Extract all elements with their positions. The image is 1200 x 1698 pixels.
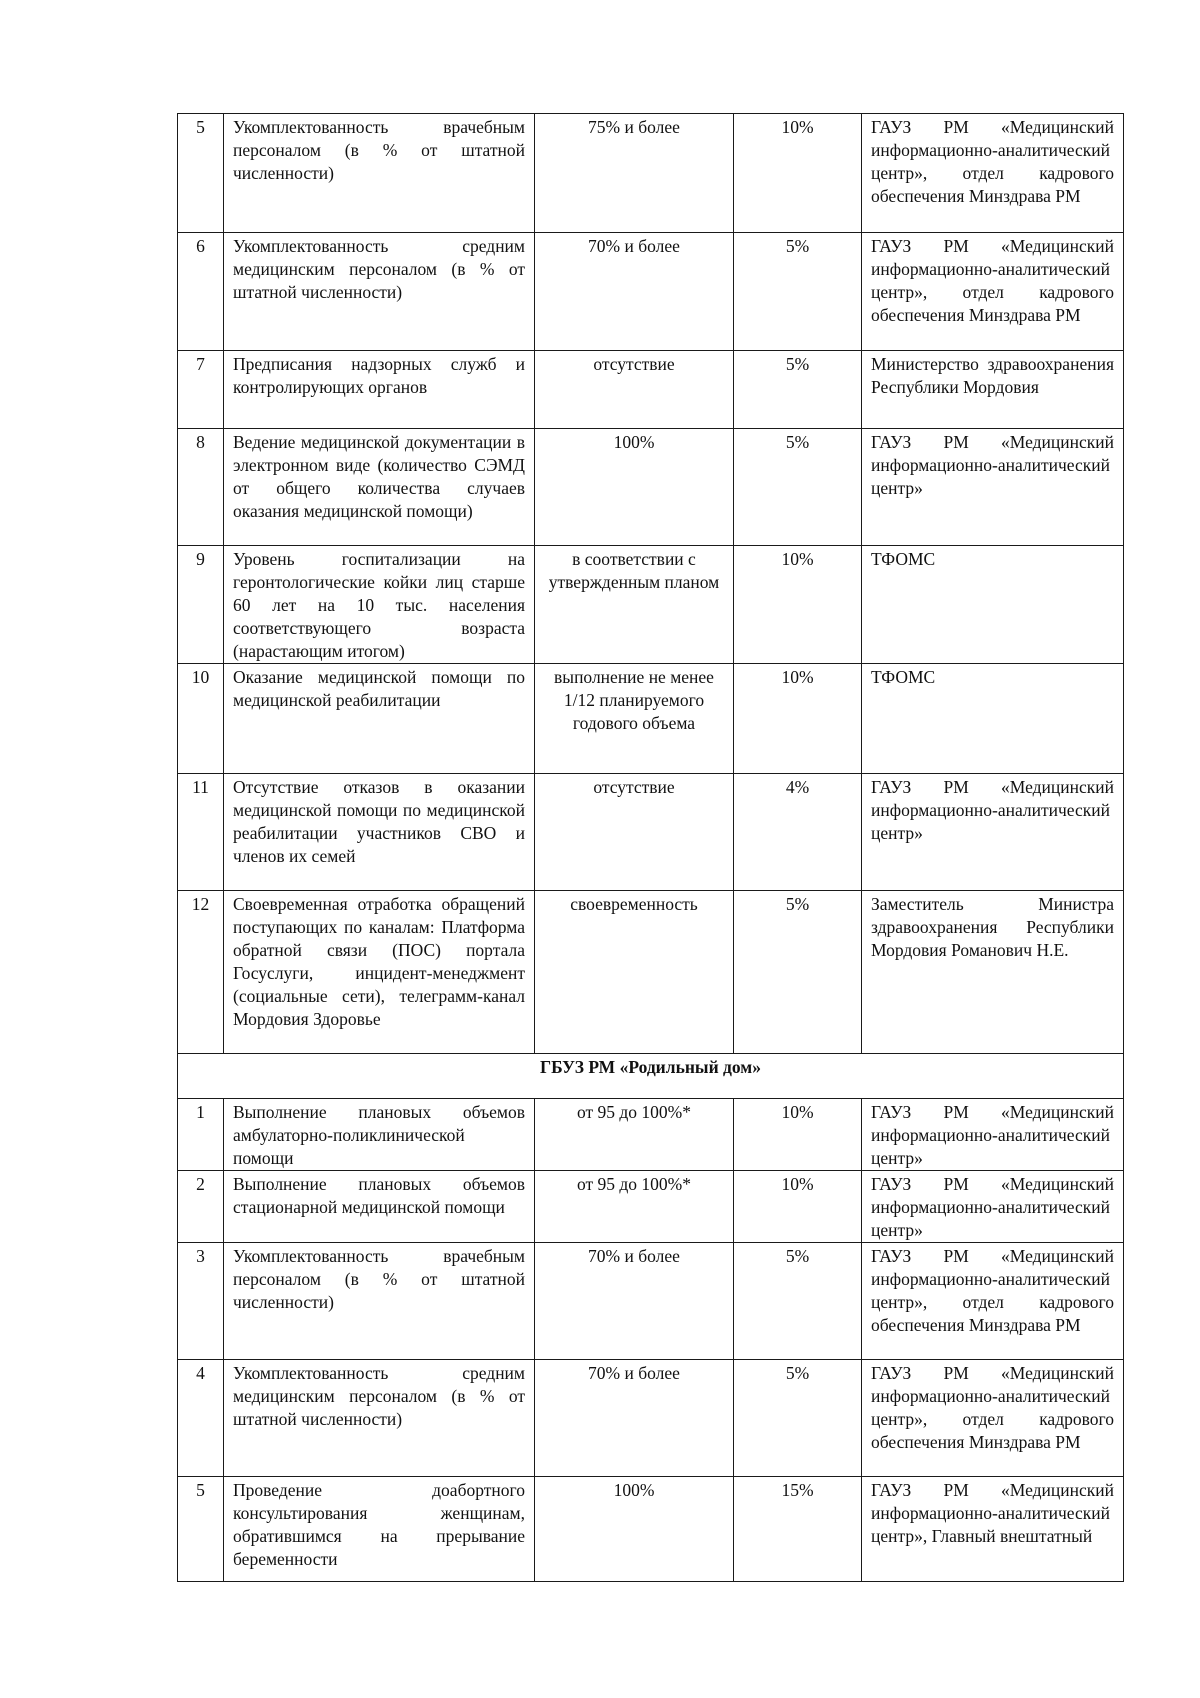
row-number: 11 [178, 774, 224, 891]
data-source: Заместитель Министра здравоохранения Республики Мордовия Романович Н.Е. [862, 891, 1124, 1054]
row-number: 4 [178, 1360, 224, 1477]
weight-percent: 10% [734, 664, 862, 774]
weight-percent: 5% [734, 429, 862, 546]
target-value: 100% [535, 1477, 734, 1582]
weight-percent: 15% [734, 1477, 862, 1582]
criteria-table [177, 113, 1124, 1582]
target-value: от 95 до 100%* [535, 1099, 734, 1171]
weight-percent: 5% [734, 1360, 862, 1477]
data-source: ГАУЗ РМ «Медицинский информационно-аналитический центр», отдел кадрового обеспечения Минздрава РМ [862, 114, 1124, 233]
data-source: Министерство здравоохранения Республики Мордовия [862, 351, 1124, 429]
data-source: ГАУЗ РМ «Медицинский информационно-аналитический центр», отдел кадрового обеспечения Минздрава РМ [862, 233, 1124, 351]
criterion-name: Укомплектованность средним медицинским персоналом (в % от штатной численности) [224, 233, 535, 351]
row-number: 5 [178, 1477, 224, 1582]
table-row [178, 1360, 1124, 1477]
target-value: 70% и более [535, 233, 734, 351]
weight-percent: 5% [734, 233, 862, 351]
section-header [178, 1054, 1124, 1099]
data-source: ТФОМС [862, 546, 1124, 664]
target-value: 70% и более [535, 1360, 734, 1477]
target-value: 75% и более [535, 114, 734, 233]
weight-percent: 10% [734, 1171, 862, 1243]
table-row [178, 546, 1124, 664]
table-body-before [178, 114, 1124, 1054]
data-source: ГАУЗ РМ «Медицинский информационно-аналитический центр», отдел кадрового обеспечения Минздрава РМ [862, 1360, 1124, 1477]
data-source: ГАУЗ РМ «Медицинский информационно-аналитический центр» [862, 774, 1124, 891]
criterion-name: Уровень госпитализации на геронтологические койки лиц старше 60 лет на 10 тыс. населения соответствующего возраста (нарастающим итогом) [224, 546, 535, 664]
row-number: 5 [178, 114, 224, 233]
row-number: 1 [178, 1099, 224, 1171]
data-source: ТФОМС [862, 664, 1124, 774]
data-source: ГАУЗ РМ «Медицинский информационно-аналитический центр» [862, 1171, 1124, 1243]
table-row [178, 1099, 1124, 1171]
criterion-name: Выполнение плановых объемов стационарной медицинской помощи [224, 1171, 535, 1243]
data-source: ГАУЗ РМ «Медицинский информационно-аналитический центр», Главный внештатный [862, 1477, 1124, 1582]
table-body-after [178, 1099, 1124, 1582]
row-number: 7 [178, 351, 224, 429]
criterion-name: Укомплектованность врачебным персоналом (в % от штатной численности) [224, 114, 535, 233]
table-row [178, 1171, 1124, 1243]
target-value: от 95 до 100%* [535, 1171, 734, 1243]
weight-percent: 5% [734, 1243, 862, 1360]
target-value: выполнение не менее 1/12 планируемого годового объема [535, 664, 734, 774]
criterion-name: Укомплектованность средним медицинским персоналом (в % от штатной численности) [224, 1360, 535, 1477]
table-row [178, 664, 1124, 774]
table-row [178, 1477, 1124, 1582]
weight-percent: 10% [734, 114, 862, 233]
data-source: ГАУЗ РМ «Медицинский информационно-аналитический центр» [862, 429, 1124, 546]
row-number: 12 [178, 891, 224, 1054]
table-row [178, 1243, 1124, 1360]
target-value: отсутствие [535, 774, 734, 891]
criterion-name: Своевременная отработка обращений поступающих по каналам: Платформа обратной связи (ПОС) портала Госуслуги, инцидент-менеджмент (социальные сети), телеграмм-канал Мордовия Здоровье [224, 891, 535, 1054]
data-source: ГАУЗ РМ «Медицинский информационно-аналитический центр» [862, 1099, 1124, 1171]
target-value: в соответствии с утвержденным планом [535, 546, 734, 664]
criterion-name: Укомплектованность врачебным персоналом (в % от штатной численности) [224, 1243, 535, 1360]
weight-percent: 4% [734, 774, 862, 891]
criterion-name: Предписания надзорных служб и контролирующих органов [224, 351, 535, 429]
criterion-name: Проведение доабортного консультирования женщинам, обратившимся на прерывание беременности [224, 1477, 535, 1582]
data-source: ГАУЗ РМ «Медицинский информационно-аналитический центр», отдел кадрового обеспечения Минздрава РМ [862, 1243, 1124, 1360]
table-row [178, 233, 1124, 351]
table-row [178, 429, 1124, 546]
row-number: 6 [178, 233, 224, 351]
table-row [178, 891, 1124, 1054]
weight-percent: 10% [734, 1099, 862, 1171]
row-number: 8 [178, 429, 224, 546]
row-number: 2 [178, 1171, 224, 1243]
criterion-name: Ведение медицинской документации в электронном виде (количество СЭМД от общего количества случаев оказания медицинской помощи) [224, 429, 535, 546]
table-row [178, 774, 1124, 891]
row-number: 9 [178, 546, 224, 664]
weight-percent: 5% [734, 891, 862, 1054]
target-value: отсутствие [535, 351, 734, 429]
target-value: своевременность [535, 891, 734, 1054]
row-number: 10 [178, 664, 224, 774]
criterion-name: Выполнение плановых объемов амбулаторно-поликлинической помощи [224, 1099, 535, 1171]
row-number: 3 [178, 1243, 224, 1360]
target-value: 100% [535, 429, 734, 546]
criterion-name: Отсутствие отказов в оказании медицинской помощи по медицинской реабилитации участников СВО и членов их семей [224, 774, 535, 891]
section-title: ГБУЗ РМ «Родильный дом» [178, 1054, 1124, 1099]
weight-percent: 10% [734, 546, 862, 664]
table-row [178, 114, 1124, 233]
table-row [178, 351, 1124, 429]
target-value: 70% и более [535, 1243, 734, 1360]
criterion-name: Оказание медицинской помощи по медицинской реабилитации [224, 664, 535, 774]
weight-percent: 5% [734, 351, 862, 429]
section-row [178, 1054, 1124, 1099]
